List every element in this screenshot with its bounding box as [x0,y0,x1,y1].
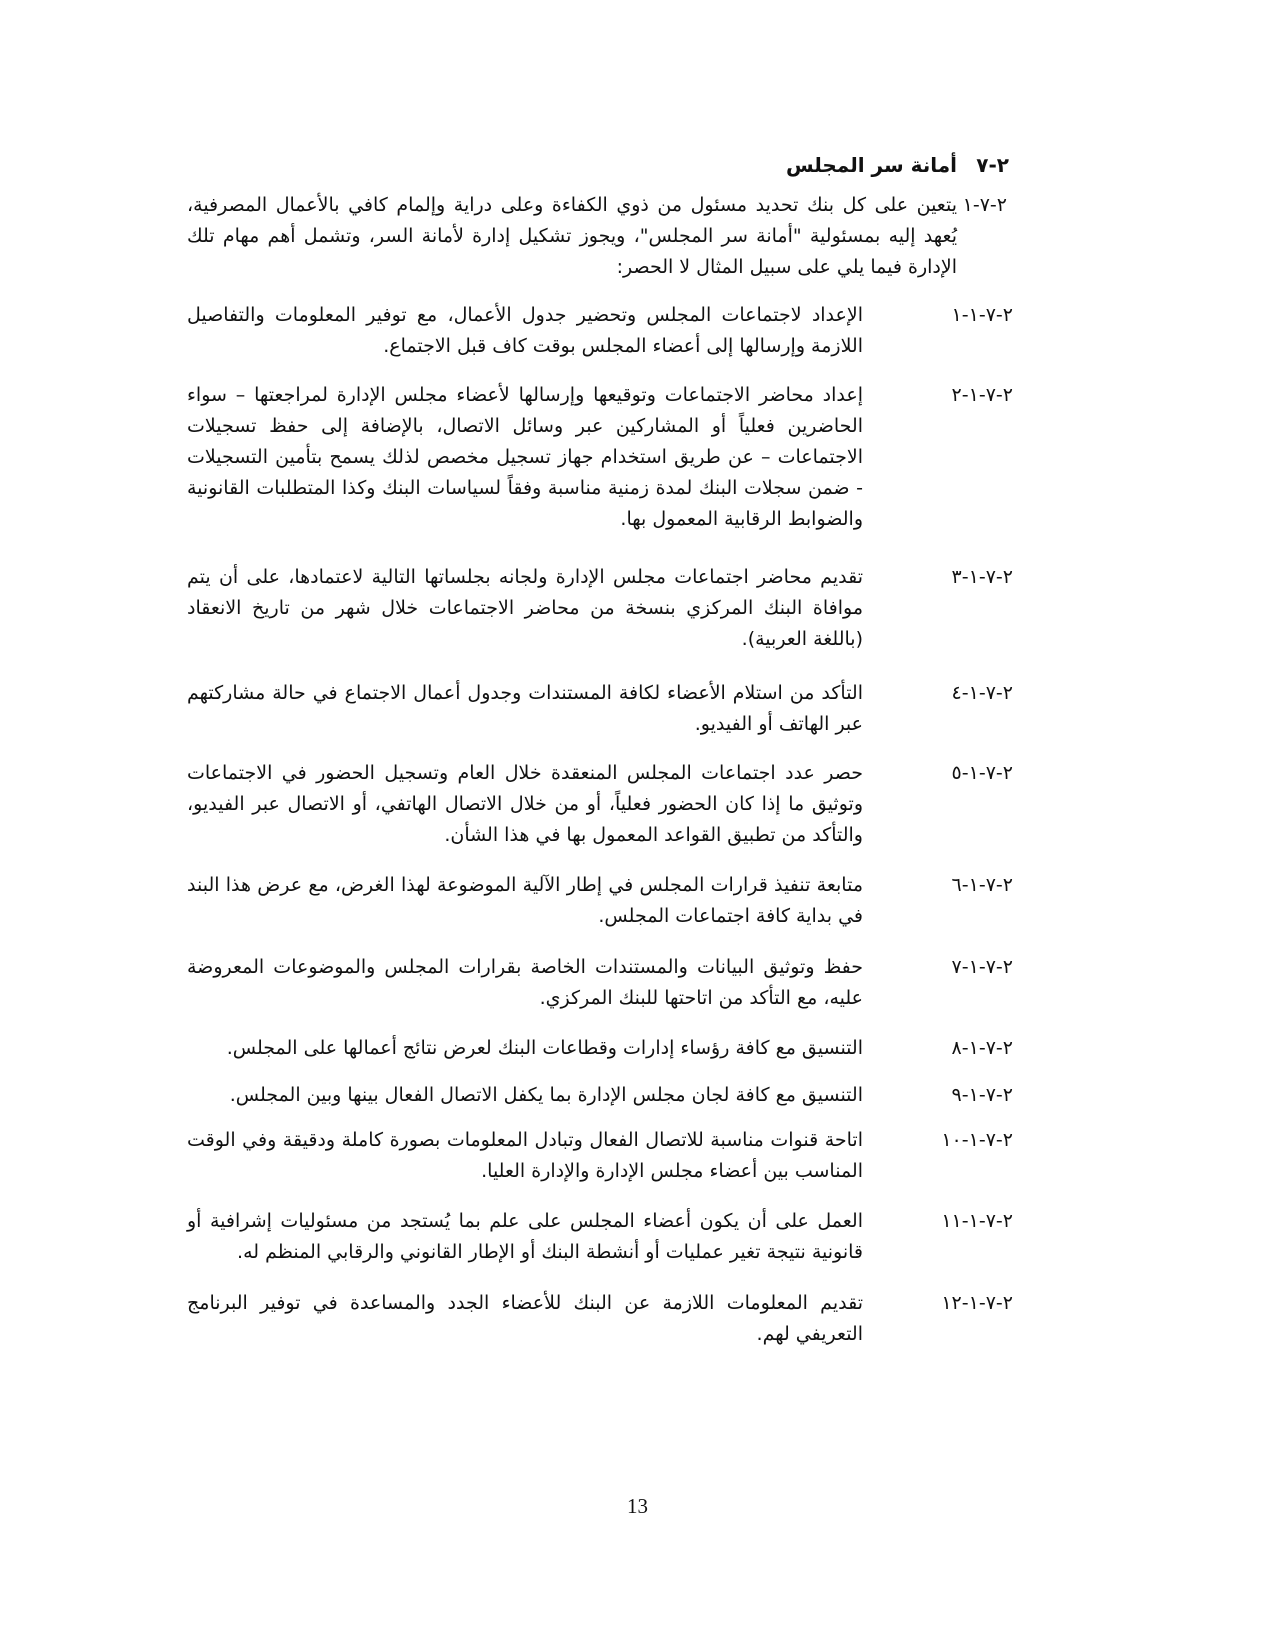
item-number: ٢-٧-١-١١ [941,1210,1013,1232]
item-number: ٢-٧-١-٤ [951,682,1013,704]
item-text: متابعة تنفيذ قرارات المجلس في إطار الآلية الموضوعة لهذا الغرض، مع عرض هذا البند في بداية كافة اجتماعات المجلس. [187,874,863,927]
item-text: إعداد محاضر الاجتماعات وتوقيعها وإرسالها لأعضاء مجلس الإدارة لمراجعتها – سواء الحاضرين فعلياً أو المشاركين عبر وسائل الاتصال، بالإضافة إلى حفظ تسجيلات الاجتماعات – عن طريق استخدام جهاز تسجيل مخصص لذلك يسمح بتأمين التسجيلات - ضمن سجلات البنك لمدة زمنية مناسبة وفقاً لسياسات البنك وكذا المتطلبات القانونية والضوابط الرقابية المعمول بها. [187,384,863,530]
list-item [187,1125,1013,1187]
item-number: ٢-٧-١-٧ [951,956,1013,978]
section-title: أمانة سر المجلس [785,153,957,177]
item-number: ٢-٧-١-١ [951,304,1013,326]
list-item [187,870,1013,932]
item-text: حفظ وتوثيق البيانات والمستندات الخاصة بقرارات المجلس والموضوعات المعروضة عليه، مع التأكد من اتاحتها للبنك المركزي. [187,956,863,1009]
item-text: التنسيق مع كافة لجان مجلس الإدارة بما يكفل الاتصال الفعال بينها وبين المجلس. [229,1084,863,1106]
list-item [187,300,1013,362]
section-number: ٢-٧ [976,153,1009,177]
item-number: ٢-٧-١-٨ [951,1037,1013,1059]
list-item [187,1206,1013,1268]
intro-number: ٢-٧-١ [962,194,1007,216]
item-text: حصر عدد اجتماعات المجلس المنعقدة خلال العام وتسجيل الحضور في الاجتماعات وتوثيق ما إذا كان الحضور فعلياً، أو من خلال الاتصال الهاتفي، أو الاتصال عبر الفيديو، والتأكد من تطبيق القواعد المعمول بها في هذا الشأن. [187,762,863,846]
list-item [187,678,1013,740]
item-text: التأكد من استلام الأعضاء لكافة المستندات وجدول أعمال الاجتماع في حالة مشاركتهم عبر الهاتف أو الفيديو. [187,682,863,735]
item-number: ٢-٧-١-٦ [951,874,1013,896]
list-item [187,1288,1013,1350]
section-heading [786,150,1009,180]
item-text: الإعداد لاجتماعات المجلس وتحضير جدول الأعمال، مع توفير المعلومات والتفاصيل اللازمة وإرسالها إلى أعضاء المجلس بوقت كاف قبل الاجتماع. [187,304,863,357]
page-number: 13 [627,1494,648,1518]
item-text: العمل على أن يكون أعضاء المجلس على علم بما يُستجد من مسئوليات إشرافية أو قانونية نتيجة تغير عمليات أو أنشطة البنك أو الإطار القانوني والرقابي المنظم له. [187,1210,863,1263]
item-text: اتاحة قنوات مناسبة للاتصال الفعال وتبادل المعلومات بصورة كاملة ودقيقة وفي الوقت المناسب بين أعضاء مجلس الإدارة والإدارة العليا. [187,1129,863,1182]
item-number: ٢-٧-١-٢ [951,384,1013,406]
list-item [187,1080,1013,1111]
item-number: ٢-٧-١-٥ [951,762,1013,784]
item-text: التنسيق مع كافة رؤساء إدارات وقطاعات البنك لعرض نتائج أعمالها على المجلس. [226,1037,863,1059]
item-text: تقديم محاضر اجتماعات مجلس الإدارة ولجانه بجلساتها التالية لاعتمادها، على أن يتم موافاة البنك المركزي بنسخة من محاضر الاجتماعات خلال شهر من تاريخ الانعقاد (باللغة العربية). [187,566,863,650]
intro-paragraph [187,190,1007,283]
list-item [187,380,1013,535]
item-number: ٢-٧-١-١٢ [941,1292,1013,1314]
intro-text: يتعين على كل بنك تحديد مسئول من ذوي الكفاءة وعلى دراية وإلمام كافي بالأعمال المصرفية، يُعهد إليه بمسئولية "أمانة سر المجلس"، ويجوز تشكيل إدارة لأمانة السر، وتشمل أهم مهام تلك الإدارة فيما يلي على سبيل المثال لا الحصر: [187,194,957,278]
list-item [187,758,1013,851]
list-item [187,562,1013,655]
item-text: تقديم المعلومات اللازمة عن البنك للأعضاء الجدد والمساعدة في توفير البرنامج التعريفي لهم. [187,1292,863,1345]
list-item [187,952,1013,1014]
item-number: ٢-٧-١-٩ [951,1084,1013,1106]
list-item [187,1033,1013,1064]
item-number: ٢-٧-١-٣ [951,566,1013,588]
item-number: ٢-٧-١-١٠ [941,1129,1013,1151]
